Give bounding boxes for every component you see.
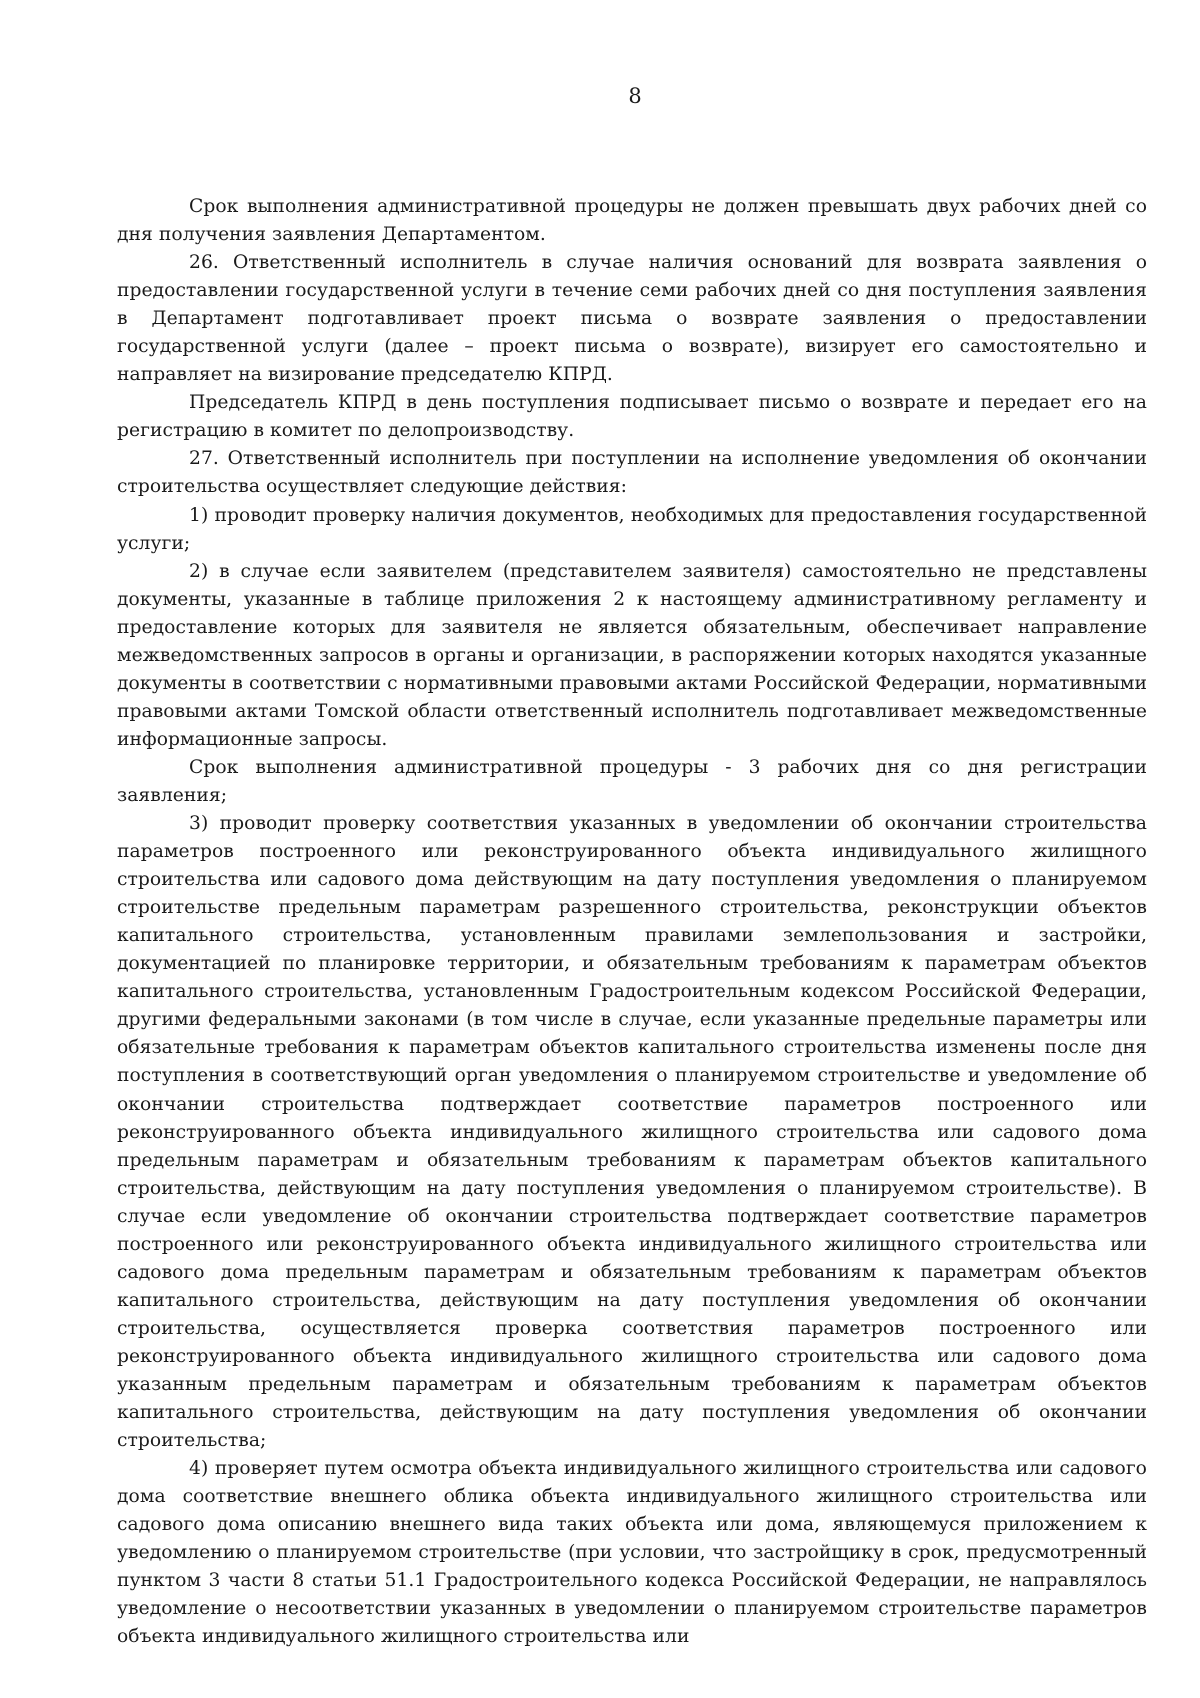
- paragraph: Председатель КПРД в день поступления подписывает письмо о возврате и передает его на регистрацию в комитет по делопроизводству.: [117, 392, 1147, 442]
- paragraph: 3) проводит проверку соответствия указанных в уведомлении об окончании строительства параметров построенного или реконструированного объекта индивидуального жилищного строительства или садового дома действующим на дату поступления уведомления о планируемом строительстве предельным параметрам разрешенного строительства, реконструкции объектов капитального строительства, установленным правилами землепользования и застройки, документацией по планировке территории, и обязательным требованиям к параметрам объектов капитального строительства, установленным Градостроительным кодексом Российской Федерации, другими федеральными законами (в том числе в случае, если указанные предельные параметры или обязательные требования к параметрам объектов капитального строительства изменены после дня поступления в соответствующий орган уведомления о планируемом строительстве и уведомление об окончании строительства подтверждает соответствие параметров построенного или реконструированного объекта индивидуального жилищного строительства или садового дома предельным параметрам и обязательным требованиям к параметрам объектов капитального строительства, действующим на дату поступления уведомления о планируемом строительстве). В случае если уведомление об окончании строительства подтверждает соответствие параметров построенного или реконструированного объекта индивидуального жилищного строительства или садового дома предельным параметрам и обязательным требованиям к параметрам объектов капитального строительства, действующим на дату поступления уведомления об окончании строительства, осуществляется проверка соответствия параметров построенного или реконструированного объекта индивидуального жилищного строительства или садового дома указанным предельным параметрам и обязательным требованиям к параметрам объектов капитального строительства, действующим на дату поступления уведомления об окончании строительства;: [117, 813, 1147, 1452]
- paragraph: Срок выполнения административной процедуры не должен превышать двух рабочих дней со дня получения заявления Департаментом.: [117, 196, 1147, 246]
- paragraph: 2) в случае если заявителем (представителем заявителя) самостоятельно не представлены документы, указанные в таблице приложения 2 к настоящему административному регламенту и предоставление которых для заявителя не является обязательным, обеспечивает направление межведомственных запросов в органы и организации, в распоряжении которых находятся указанные документы в соответствии с нормативными правовыми актами Российской Федерации, нормативными правовыми актами Томской области ответственный исполнитель подготавливает межведомственные информационные запросы.: [117, 560, 1147, 750]
- document-body: [117, 193, 1147, 1651]
- page-number: 8: [628, 84, 642, 108]
- paragraph: 27. Ответственный исполнитель при поступлении на исполнение уведомления об окончании строительства осуществляет следующие действия:: [117, 448, 1147, 498]
- paragraph: 26. Ответственный исполнитель в случае наличия оснований для возврата заявления о предоставлении государственной услуги в течение семи рабочих дней со дня поступления заявления в Департамент подготавливает проект письма о возврате заявления о предоставлении государственной услуги (далее – проект письма о возврате), визирует его самостоятельно и направляет на визирование председателю КПРД.: [117, 252, 1147, 386]
- paragraph: 1) проводит проверку наличия документов, необходимых для предоставления государственной услуги;: [117, 504, 1147, 554]
- paragraph: Срок выполнения административной процедуры - 3 рабочих дня со дня регистрации заявления;: [117, 756, 1147, 806]
- paragraph: 4) проверяет путем осмотра объекта индивидуального жилищного строительства или садового дома соответствие внешнего облика объекта индивидуального жилищного строительства или садового дома описанию внешнего вида таких объекта или дома, являющемуся приложением к уведомлению о планируемом строительстве (при условии, что застройщику в срок, предусмотренный пунктом 3 части 8 статьи 51.1 Градостроительного кодекса Российской Федерации, не направлялось уведомление о несоответствии указанных в уведомлении о планируемом строительстве параметров объекта индивидуального жилищного строительства или: [117, 1458, 1147, 1648]
